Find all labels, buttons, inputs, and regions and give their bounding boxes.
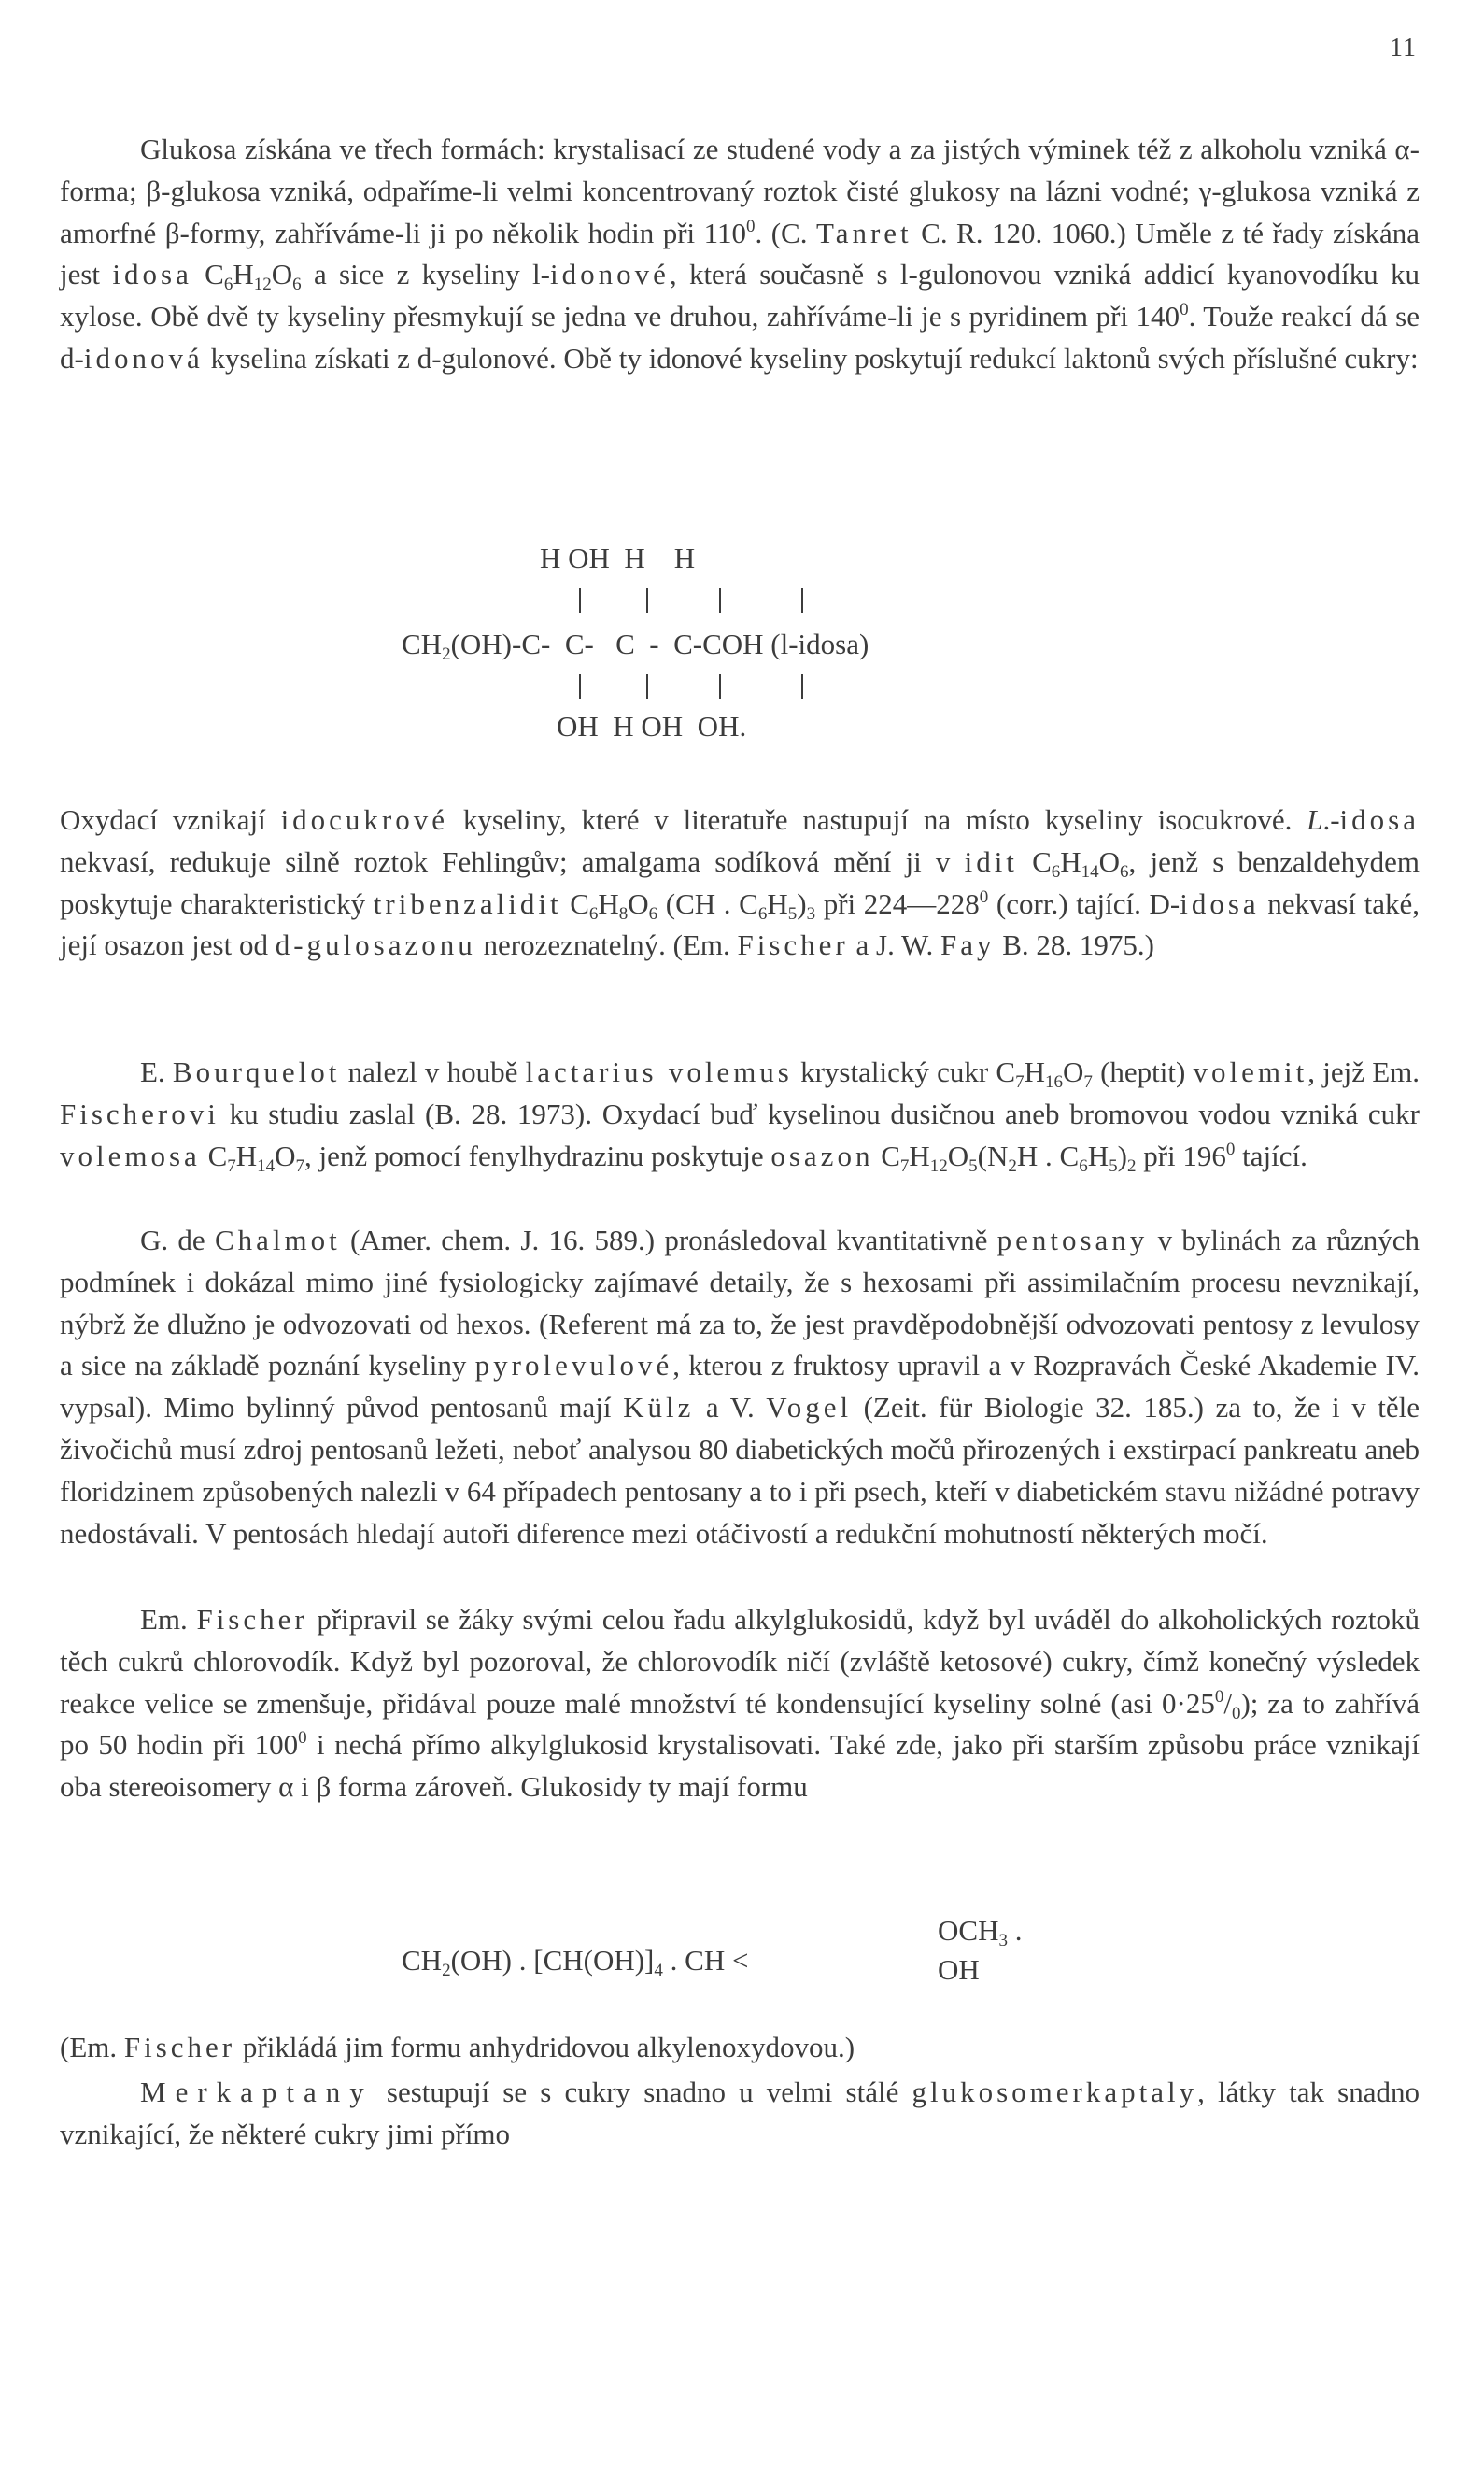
paragraph-chalmot: G. de Chalmot (Amer. chem. J. 16. 589.) pronásledoval kvantitativně pentosany v bylinách za různých podmínek i dokázal mimo jiné fysiologicky zajímavé detaily, že s hexosami při assimilačním procesu nevznikají, nýbrž že dlužno je odvozovati od hexos. (Referent má za to, že jest pravděpodobnější odvozovati pentosy z levulosy a sice na základě poznání kyseliny pyrolevulové, kterou z fruktosy upravil a v Rozpravách České Akademie IV. vypsal). Mimo bylinný původ pentosanů mají Külz a V. Vogel (Zeit. für Biologie 32. 185.) za to, že i v těle živočichů musí zdroj pentosanů ležeti, neboť analysou 80 diabetických močů přirozených i exstirpací pankreatu aneb floridzinem způsobených nalezli v 64 případech pentosany a to i při psech, kteří v diabetickém stavu nižádné potravy nedostávali. V pentosách hledají autoři diference mezi otáčivostí a redukční mohutností některých močí. xyxy=(60,1224,1420,1550)
glukosid-formula xyxy=(402,1910,1149,2013)
idosa-structural-formula xyxy=(402,542,1111,757)
bond-line xyxy=(579,674,581,699)
formula-main-chain: $CH_2(OH)-C-$ C- C - C-COH (l-idosa) xyxy=(402,628,869,664)
bond-line xyxy=(646,674,648,699)
paragraph-bourquelot: E. Bourquelot nalezl v houbě lactarius volemus krystalický cukr $C_7H_{16}O_7$ (heptit) volemit, jejž Em. Fischerovi ku studiu zaslal (B. 28. 1973). Oxydací buď kyselinou dusičnou aneb bromovou vodou vzniká cukr volemosa $C_7H_{14}O_7$, jenž pomocí fenylhydrazinu poskytuje osazon $C_7H_{12}O_5(N_2H$ . $C_6H_5)_2$ při $196^0$ tající. xyxy=(60,1056,1420,1176)
paragraph-fischer-anhydrid: (Em. Fischer přikládá jim formu anhydridovou alkylenoxydovou.) xyxy=(60,2031,855,2063)
formula-top-row: H OH H H xyxy=(540,542,696,574)
glukosid-formula-branch-top: $OCH_3$ . xyxy=(938,1914,1023,1950)
bond-line xyxy=(719,674,721,699)
bond-line xyxy=(579,588,581,613)
bond-line xyxy=(801,674,803,699)
glukosid-formula-main: $CH_2(OH)$ . $[CH(OH)]_4$ . CH < xyxy=(402,1944,749,1980)
paragraph-merkaptany: Merkaptany sestupují se s cukry snadno u velmi stálé glukosomerkaptaly, látky tak snadno vznikající, že některé cukry jimi přímo xyxy=(60,2076,1420,2150)
paragraph-fischer-alkylglukosidy: Em. Fischer připravil se žáky svými celou řadu alkylglukosidů, když byl uváděl do alkoholických roztoků těch cukrů chlorovodík. Když byl pozoroval, že chlorovodík ničí (zvláště ketosové) cukry, čímž konečný výsledek reakce velice se zmenšuje, přidával pouze malé množství té kondensující kyseliny solné (asi $0\cdot 25^0/_0$); za to zahřívá po 50 hodin při $100^0$ i nechá přímo alkylglukosid krystalisovati. Také zde, jako při starším způsobu práce vznikají oba stereoisomery α i β forma zároveň. Glukosidy ty mají formu xyxy=(60,1603,1420,1804)
bond-line xyxy=(646,588,648,613)
page-number: 11 xyxy=(1390,34,1417,63)
paragraph-glukosa-forms: Glukosa získána ve třech formách: krystalisací ze studené vody a za jistých výminek též z alkoholu vzniká α-forma; β-glukosa vzniká, odpaříme-li velmi koncentrovaný roztok čisté glukosy na lázni vodné; γ-glukosa vzniká z amorfné β-formy, zahříváme-li ji po několik hodin při $110^0$. (C. Tanret C. R. 120. 1060.) Uměle z té řady získána jest idosa $C_6H_{12}O_6$ a sice z kyseliny l-idonové, která současně s l-gulonovou vzniká addicí kyanovodíku ku xylose. Obě dvě ty kyseliny přesmykují se jedna ve druhou, zahříváme-li je s pyridinem při $140^0$. Touže reakcí dá se d-idonová kyselina získati z d-gulonové. Obě ty idonové kyseliny poskytují redukcí laktonů svých příslušné cukry: xyxy=(60,133,1420,375)
formula-bottom-row: OH H OH OH. xyxy=(557,710,747,743)
formula-label: l-idosa xyxy=(780,628,859,660)
bond-line xyxy=(719,588,721,613)
glukosid-formula-branch-bottom: OH xyxy=(938,1953,980,1986)
bond-line xyxy=(801,588,803,613)
paragraph-idocukrove: Oxydací vznikají idocukrové kyseliny, které v literatuře nastupují na místo kyseliny isocukrové. L.-idosa nekvasí, redukuje silně roztok Fehlingův; amalgama sodíková mění ji v idit $C_6H_{14}O_6$, jenž s benzaldehydem poskytuje charakteristický tribenzalidit $C_6H_8O_6$ (CH . $C_6H_5)_3$ při $224—228^0$ (corr.) tající. D-idosa nekvasí také, její osazon jest od d-gulosazonu nerozeznatelný. (Em. Fischer a J. W. Fay B. 28. 1975.) xyxy=(60,803,1420,962)
